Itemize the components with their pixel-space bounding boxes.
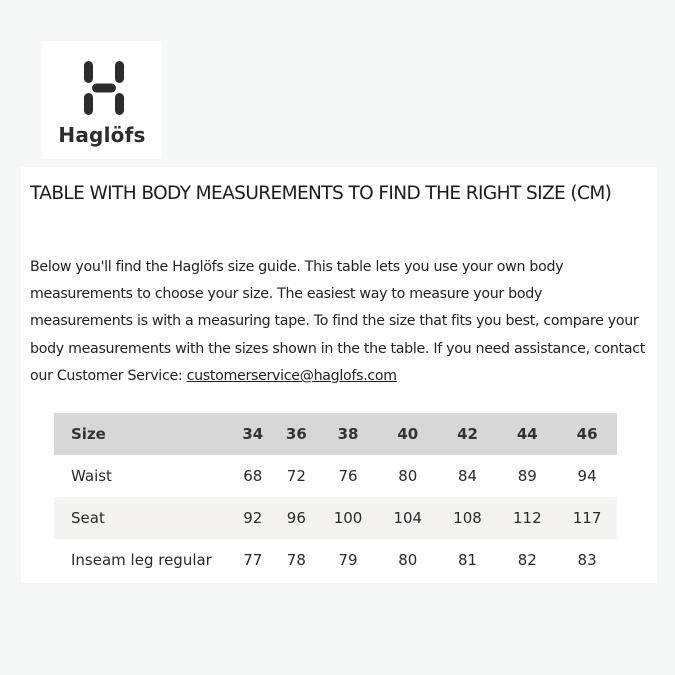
page-title: TABLE WITH BODY MEASUREMENTS TO FIND THE RIGHT SIZE (CM) [30,183,612,204]
table-cell: 72 [286,467,306,485]
intro-text: Below you'll find the Haglöfs size guide. This table lets you use your own body measurements to choose your size. The easiest way to measure your body measurements is with a measuring tape. To find the size that fits you best, compare your body measurements with the sizes shown in the the table. If you need assistance, contact our Customer Service: [30,259,645,384]
header-size: Size [71,425,106,443]
table-cell: 80 [398,467,418,485]
header-cell: 44 [516,425,538,443]
table-cell: 81 [457,551,478,569]
table-cell: 94 [577,467,597,485]
header-cell: 34 [242,425,264,443]
size-table [54,413,617,581]
table-cell: 100 [333,509,363,527]
table-cell: 84 [457,467,478,485]
table-row-seat [54,497,617,539]
brand-logo [42,41,162,159]
table-row-inseam [54,539,617,581]
table-cell: 76 [338,467,358,485]
customer-service-email-link[interactable]: customerservice@haglofs.com [186,367,397,384]
table-cell: 78 [286,551,306,569]
table-cell: 112 [512,509,542,527]
table-cell: 77 [243,551,263,569]
table-cell: 79 [338,551,358,569]
table-row-waist [54,455,617,497]
intro-paragraph [30,254,645,390]
row-label: Waist [71,467,112,485]
header-cell: 38 [337,425,359,443]
brand-wordmark: Haglöfs [58,123,146,147]
header-cell: 40 [397,425,419,443]
table-cell: 68 [243,467,263,485]
table-cell: 117 [572,509,602,527]
haglofs-h-logo-icon [82,61,126,115]
table-cell: 80 [398,551,418,569]
row-label: Seat [71,509,105,527]
table-cell: 83 [577,551,597,569]
header-cell: 42 [457,425,478,443]
table-cell: 89 [517,467,537,485]
row-label: Inseam leg regular [71,551,212,569]
table-cell: 96 [286,509,306,527]
table-header-row [54,413,617,455]
table-cell: 82 [517,551,537,569]
table-cell: 104 [393,509,423,527]
size-guide-card [21,167,657,583]
table-cell: 92 [243,509,263,527]
header-cell: 36 [285,425,307,443]
table-cell: 108 [453,509,482,527]
header-cell: 46 [576,425,598,443]
